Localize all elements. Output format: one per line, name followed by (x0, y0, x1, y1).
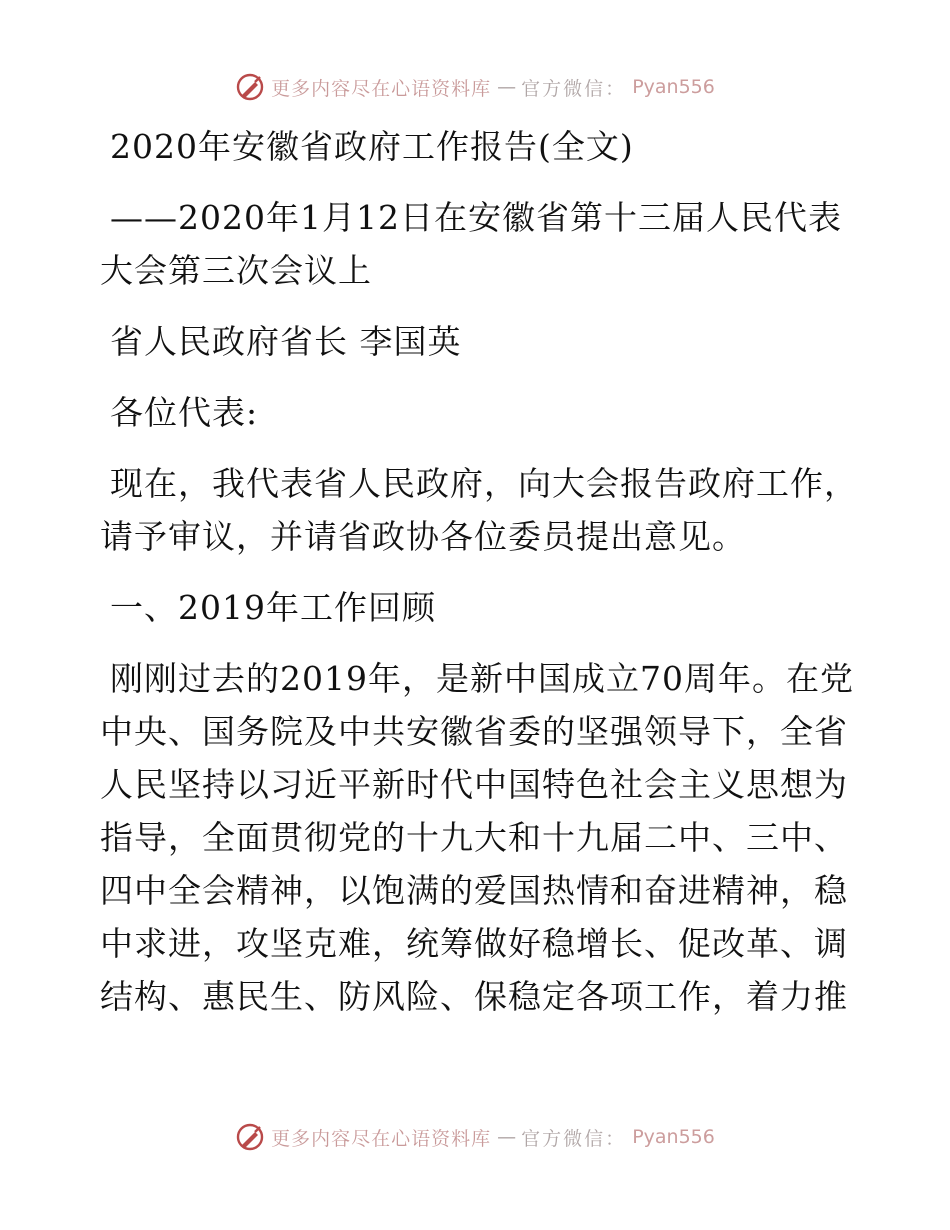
watermark-dash: — (497, 76, 516, 98)
body-paragraph: 刚刚过去的2019年，是新中国成立70周年。在党中央、国务院及中共安徽省委的坚强领导下，全省人民坚持以习近平新时代中国特色社会主义思想为指导，全面贯彻党的十九大和十九届二中、三中、四中全会精神，以饱满的爱国热情和奋进精神，稳中求进，攻坚克难，统筹做好稳增长、促改革、调结构、惠民生、防风险、保稳定各项工作，着力推 (100, 659, 854, 1016)
document-author: 省人民政府省长 李国英 (110, 322, 462, 361)
document-subtitle: ——2020年1月12日在安徽省第十三届人民代表大会第三次会议上 (100, 198, 842, 290)
document-body (100, 120, 860, 1041)
pen-circle-logo-icon (235, 72, 265, 102)
watermark-wechat-id: Pyan556 (632, 1126, 715, 1148)
pen-circle-logo-icon (235, 1122, 265, 1152)
watermark-wechat-id: Pyan556 (632, 76, 715, 98)
watermark-header (0, 72, 950, 102)
intro-paragraph: 现在，我代表省人民政府，向大会报告政府工作，请予审议，并请省政协各位委员提出意见。 (100, 464, 858, 556)
watermark-wechat-label: 官方微信： (521, 1127, 627, 1150)
watermark-footer (0, 1122, 950, 1152)
watermark-text: 更多内容尽在心语资料库 (271, 1127, 492, 1150)
section-heading: 一、2019年工作回顾 (110, 588, 436, 627)
watermark-dash: — (497, 1126, 516, 1148)
watermark-wechat-label: 官方微信： (521, 77, 627, 100)
salutation: 各位代表: (110, 393, 259, 432)
watermark-text: 更多内容尽在心语资料库 (271, 77, 492, 100)
document-title: 2020年安徽省政府工作报告(全文) (110, 127, 634, 166)
